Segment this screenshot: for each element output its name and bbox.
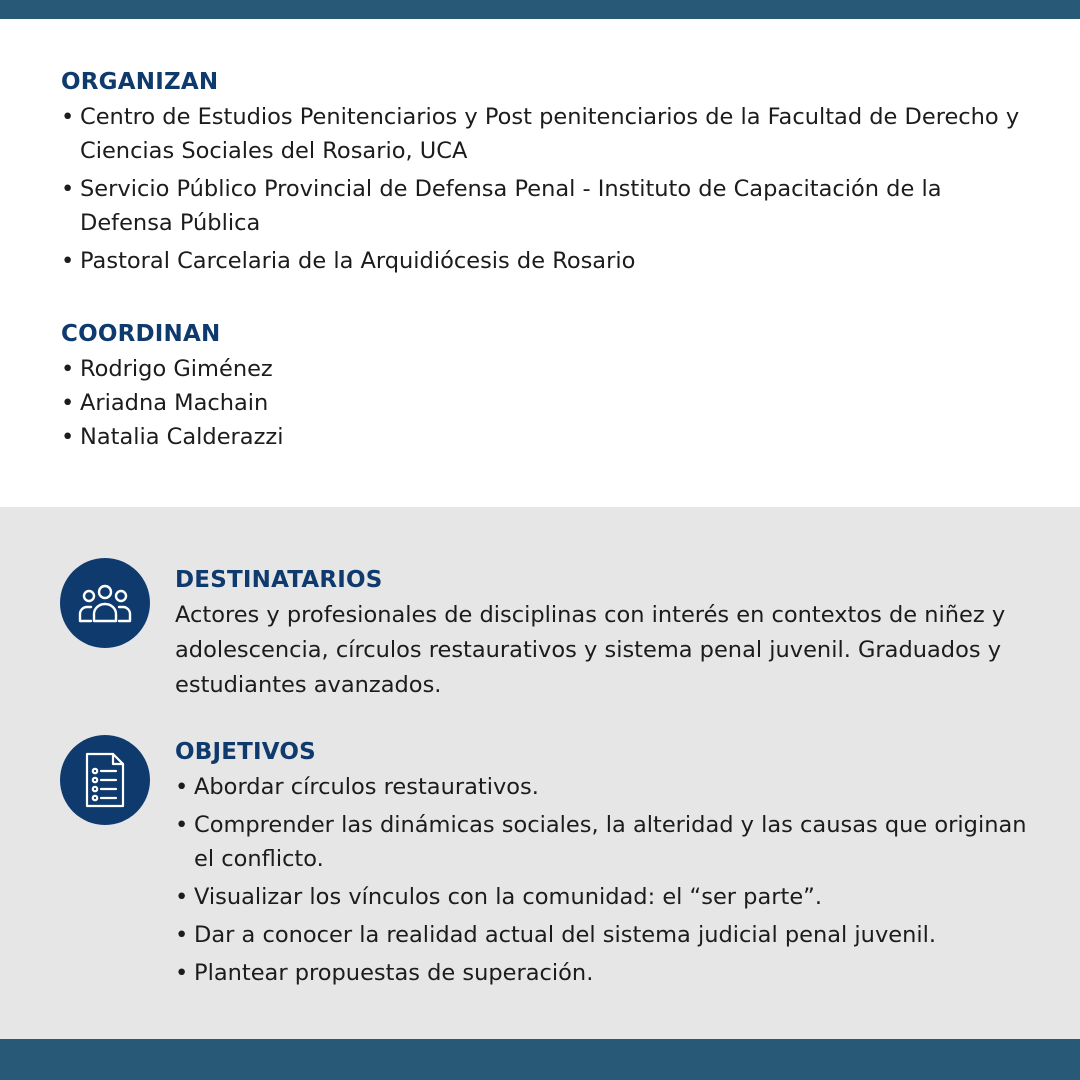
objetivos-heading: OBJETIVOS [175,739,316,765]
destinatarios-text: Actores y profesionales de disciplinas con interés en contextos de niñez y adolescencia, círculos restaurativos y sistema penal juvenil. Graduados y estudiantes avanzados. [175,602,1006,698]
destinatarios-section [175,562,1045,703]
destinatarios-heading: DESTINATARIOS [175,567,383,593]
bullet: • [175,884,189,910]
list-item-text: Centro de Estudios Penitenciarios y Post penitenciarios de la Facultad de Derecho y Ciencias Sociales del Rosario, UCA [80,104,1020,164]
list-item-text: Visualizar los vínculos con la comunidad: el “ser parte”. [194,884,822,910]
list-item [175,880,1045,914]
bullet: • [175,774,189,800]
list-item-text: Natalia Calderazzi [80,424,284,450]
list-item-text: Plantear propuestas de superación. [194,960,594,986]
list-item [61,420,1041,454]
objetivos-list [175,770,1045,990]
bullet: • [175,922,189,948]
list-item [61,244,1041,278]
bullet: • [61,104,75,130]
list-item-text: Comprender las dinámicas sociales, la alteridad y las causas que originan el conflicto. [194,812,1027,872]
list-item-text: Pastoral Carcelaria de la Arquidiócesis de Rosario [80,248,636,274]
list-item-text: Dar a conocer la realidad actual del sistema judicial penal juvenil. [194,922,937,948]
list-item-text: Rodrigo Giménez [80,356,273,382]
list-item [175,770,1045,804]
people-group-icon [60,558,150,648]
bullet: • [61,356,75,382]
coordinan-heading: COORDINAN [61,321,221,347]
list-item [175,956,1045,990]
bottom-bar [0,1039,1080,1080]
objetivos-section [175,734,1045,994]
coordinan-list [61,352,1041,454]
document-list-icon [60,735,150,825]
top-bar [0,0,1080,19]
bullet: • [61,248,75,274]
bullet: • [175,812,189,838]
bullet: • [61,176,75,202]
list-item [61,100,1041,168]
list-item-text: Abordar círculos restaurativos. [194,774,539,800]
bullet: • [61,390,75,416]
list-item [61,172,1041,240]
list-item-text: Servicio Público Provincial de Defensa Penal - Instituto de Capacitación de la Defensa Pública [80,176,942,236]
list-item [61,352,1041,386]
list-item [175,808,1045,876]
list-item [61,386,1041,420]
bullet: • [175,960,189,986]
list-item-text: Ariadna Machain [80,390,269,416]
bullet: • [61,424,75,450]
organizan-list [61,100,1041,278]
list-item [175,918,1045,952]
organizers-section [61,64,1041,454]
organizan-heading: ORGANIZAN [61,69,219,95]
